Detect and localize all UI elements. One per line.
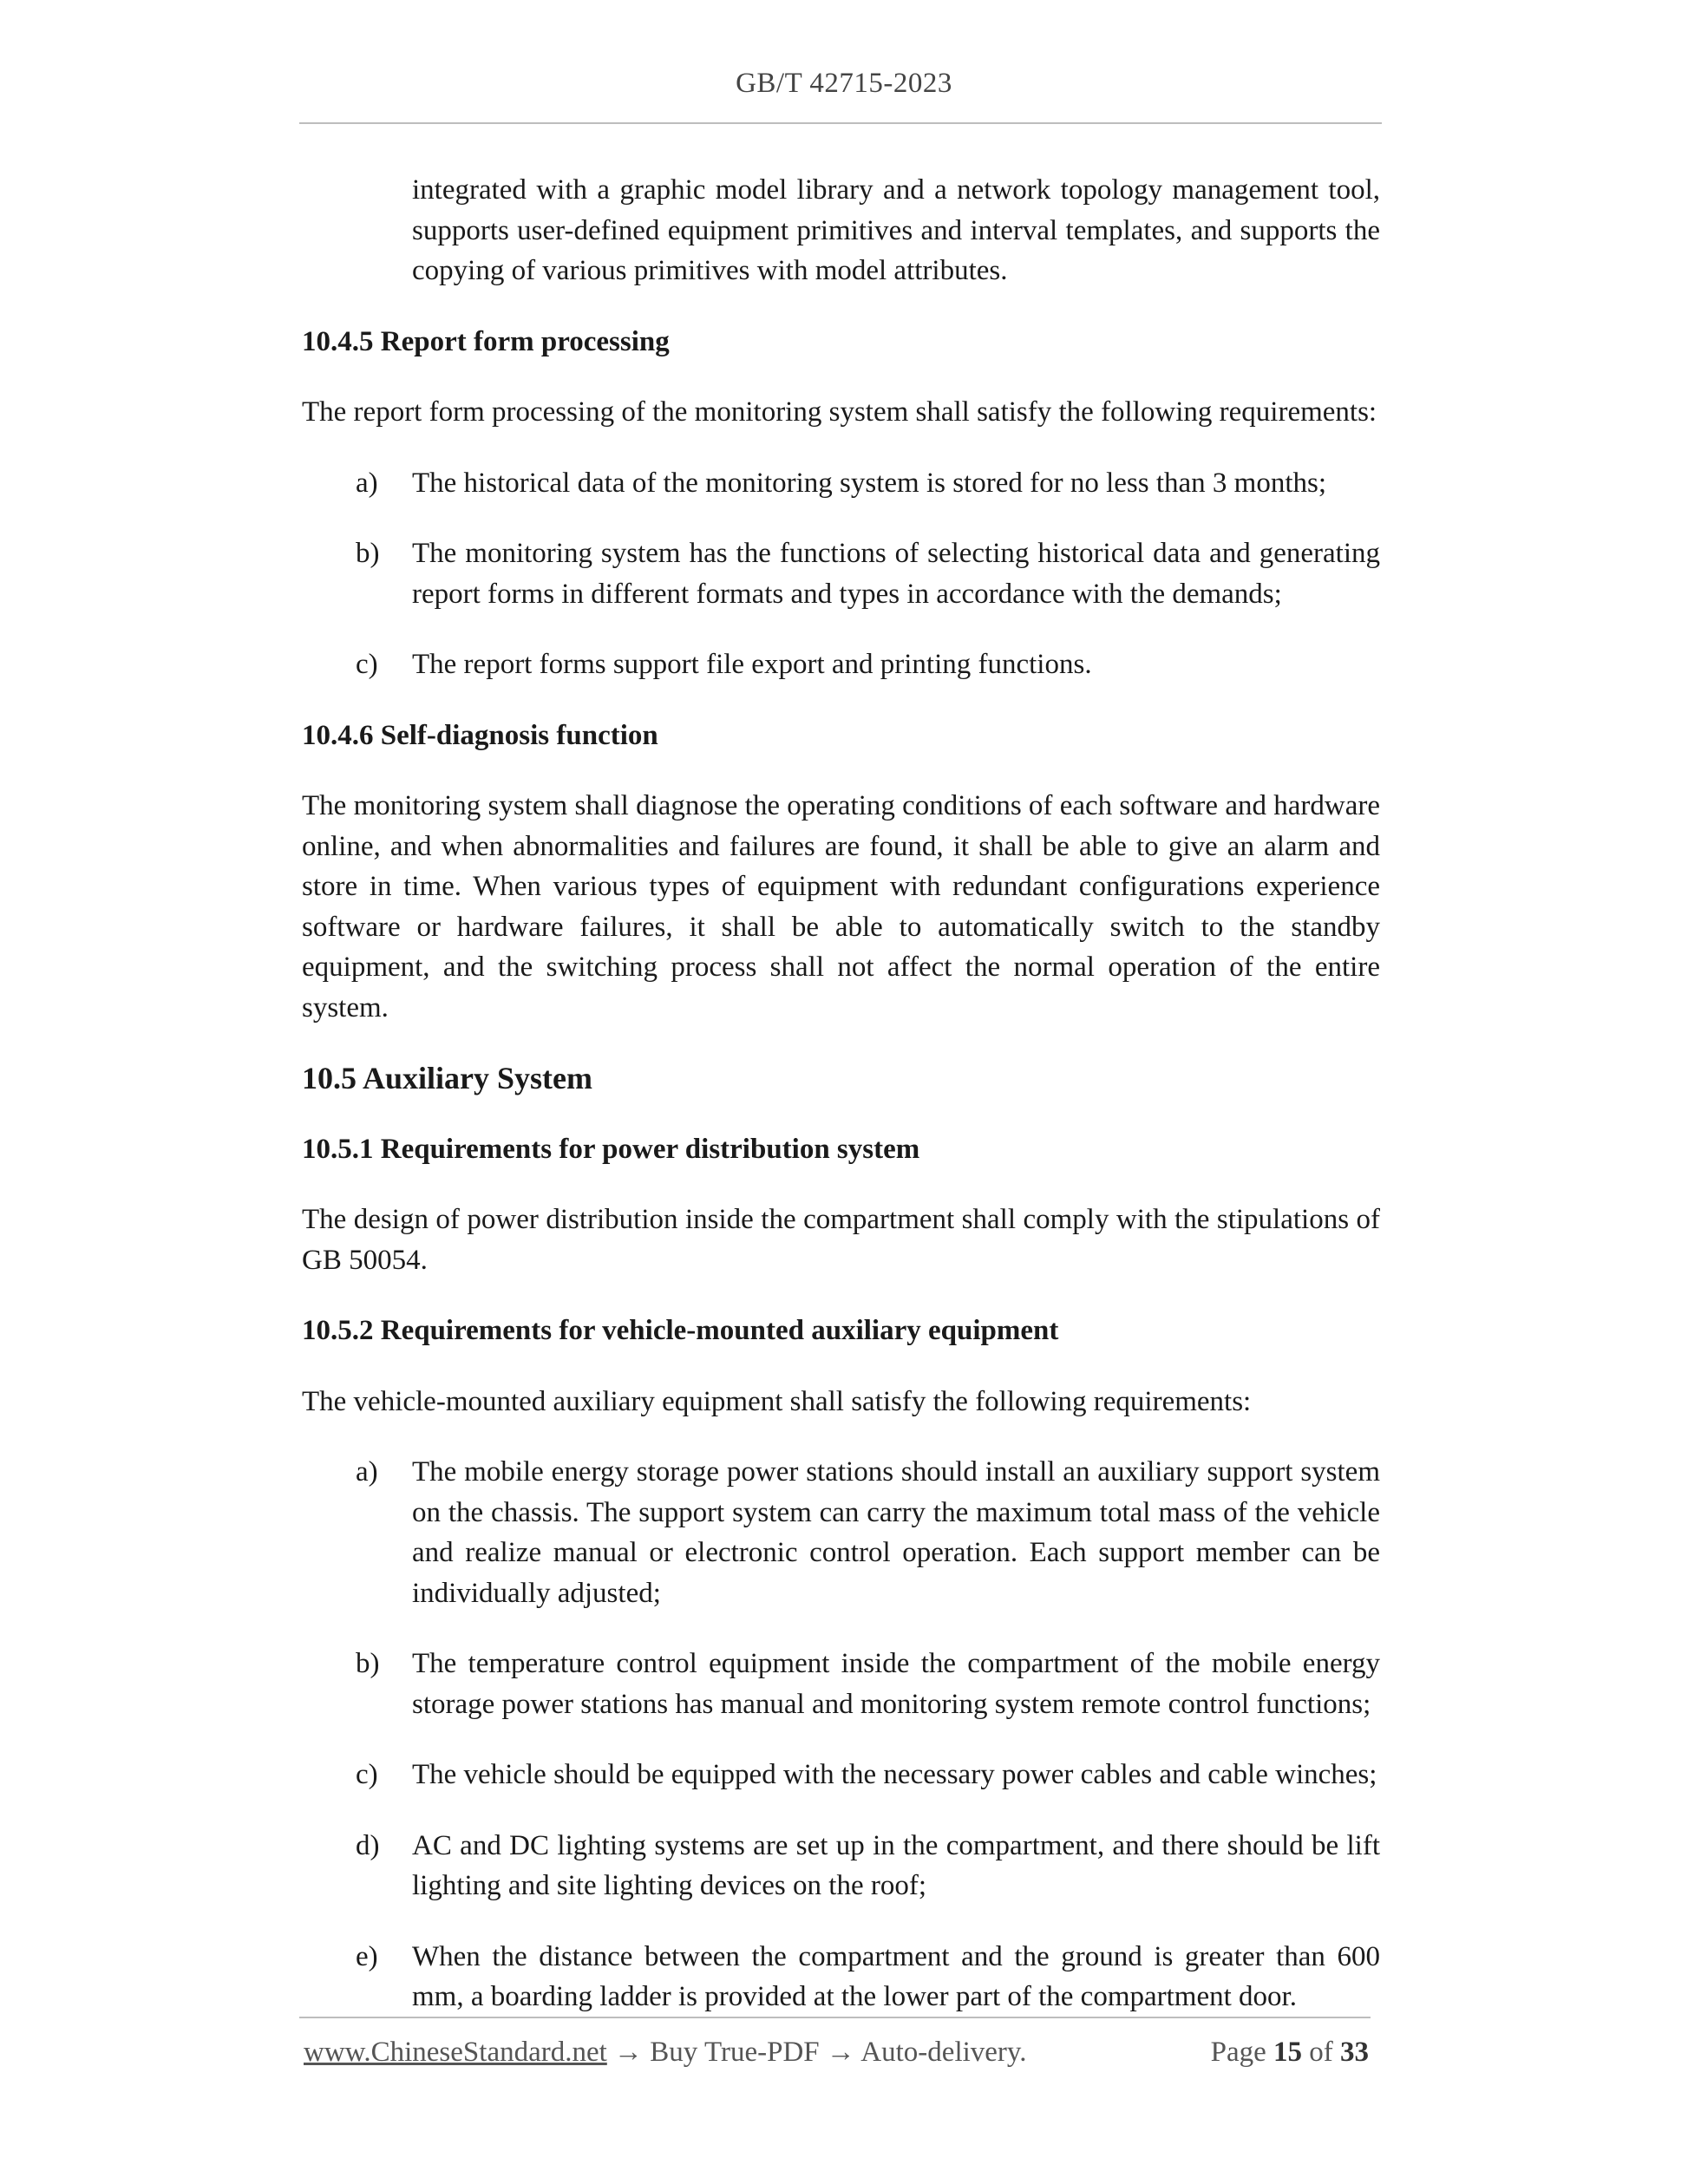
list-marker: b) [356,1648,380,1679]
list-item-text: The historical data of the monitoring system is stored for no less than 3 months; [412,467,1327,499]
list-marker: a) [356,1456,378,1488]
section-heading-10-5-2: 10.5.2 Requirements for vehicle-mounted auxiliary equipment [302,1315,1059,1346]
list-item [302,533,1380,614]
list-item [302,644,1380,685]
list-marker: a) [356,467,378,499]
page-content [302,170,1380,2017]
list-item [302,463,1380,504]
list-item-text: The mobile energy storage power stations should install an auxiliary support system on the chassis. The support system can carry the maximum total mass of the vehicle and realize manual or electronic control operation. Each support member can be individually adjusted; [412,1456,1380,1609]
list-item [302,1755,1380,1795]
list-item-text: The report forms support file export and printing functions. [412,649,1092,680]
page-footer [304,2037,1369,2069]
list-item [302,1644,1380,1724]
list-item [302,1452,1380,1613]
current-page: 15 [1273,2037,1302,2068]
list-item [302,1826,1380,1906]
section-lead-10-5-2: The vehicle-mounted auxiliary equipment shall satisfy the following requirements: [302,1385,1252,1417]
page-label: Page [1210,2037,1266,2068]
of-label: of [1309,2037,1333,2068]
section-heading-10-5-1: 10.5.1 Requirements for power distribution system [302,1133,920,1165]
list-item [302,1937,1380,2017]
footer-tagline: → Buy True-PDF → Auto-delivery. [606,2037,1027,2068]
header-divider [299,122,1382,124]
list-marker: c) [356,1759,378,1790]
footer-divider [299,2017,1371,2018]
footer-promo [304,2037,1027,2069]
page-number [1211,2037,1369,2069]
document-code-header: GB/T 42715-2023 [736,68,952,99]
list-marker: e) [356,1940,378,1972]
section-body-10-5-1: The design of power distribution inside the compartment shall comply with the stipulations of GB 50054. [302,1204,1380,1276]
list-marker: d) [356,1829,380,1861]
section-heading-10-5: 10.5 Auxiliary System [302,1061,593,1095]
list-marker: c) [356,649,378,680]
list-item-text: The vehicle should be equipped with the necessary power cables and cable winches; [412,1759,1377,1790]
continued-paragraph: integrated with a graphic model library and a network topology management tool, supports user-defined equipment primitives and interval templates, and supports the copying of various primitives with model attributes. [412,174,1380,286]
section-body-10-4-6: The monitoring system shall diagnose the operating conditions of each software and hardware online, and when abnormalities and failures are found, it shall be able to give an alarm and store in time. When various types of equipment with redundant configurations experience software or hardware failures, it shall be able to automatically switch to the standby equipment, and the switching process shall not affect the normal operation of the entire system. [302,790,1380,1023]
list-item-text: When the distance between the compartment and the ground is greater than 600 mm, a boarding ladder is provided at the lower part of the compartment door. [412,1940,1380,2012]
section-heading-10-4-5: 10.4.5 Report form processing [302,325,670,357]
total-pages: 33 [1340,2037,1369,2068]
section-heading-10-4-6: 10.4.6 Self-diagnosis function [302,719,658,751]
list-item-text: The temperature control equipment inside the compartment of the mobile energy storage power stations has manual and monitoring system remote control functions; [412,1648,1380,1720]
list-item-text: The monitoring system has the functions of selecting historical data and generating report forms in different formats and types in accordance with the demands; [412,538,1380,610]
list-marker: b) [356,538,380,569]
website-link[interactable]: www.ChineseStandard.net [304,2037,607,2068]
section-lead-10-4-5: The report form processing of the monitoring system shall satisfy the following requirements: [302,396,1377,428]
list-item-text: AC and DC lighting systems are set up in the compartment, and there should be lift lighting and site lighting devices on the roof; [412,1829,1380,1901]
